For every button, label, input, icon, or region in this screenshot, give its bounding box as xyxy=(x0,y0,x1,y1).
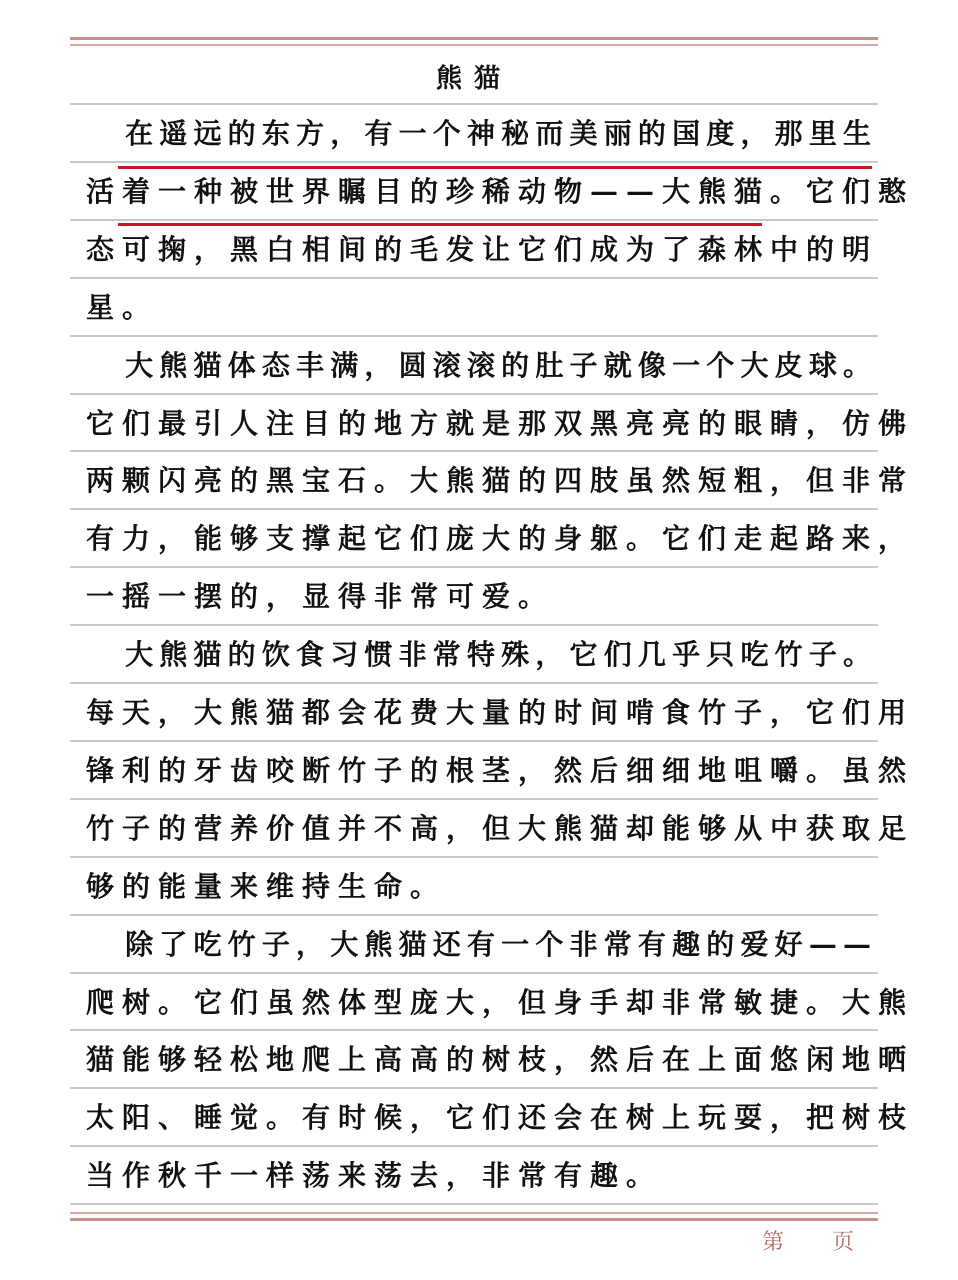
essay-line: 猫 能 够 轻 松 地 爬 上 高 高 的 树 枝 ， 然 后 在 上 面 悠 闲 地 晒 xyxy=(85,1043,906,1077)
essay-line: 当 作 秋 千 一 样 荡 来 荡 去 ， 非 常 有 趣 。 xyxy=(85,1159,654,1193)
essay-line: 活 着 一 种 被 世 界 瞩 目 的 珍 稀 动 物 — — 大 熊 猫 。 它 们 憨 xyxy=(85,174,906,208)
bottom-border-line-inner xyxy=(70,1212,878,1214)
page-label-di: 第 xyxy=(762,1230,785,1255)
essay-line: 有 力 ， 能 够 支 撑 起 它 们 庞 大 的 身 躯 。 它 们 走 起 路 来 ， xyxy=(85,522,906,556)
essay-line: 爬 树 。 它 们 虽 然 体 型 庞 大 ， 但 身 手 却 非 常 敏 捷 。 大 熊 xyxy=(85,985,906,1019)
essay-line: 每 天 ， 大 熊 猫 都 会 花 费 大 量 的 时 间 啃 食 竹 子 ， 它 们 用 xyxy=(85,696,906,729)
essay-line: 星 。 xyxy=(85,290,150,324)
page-label-ye: 页 xyxy=(832,1230,855,1255)
essay-line: 锋 利 的 牙 齿 咬 断 竹 子 的 根 茎 ， 然 后 细 细 地 咀 嚼 。 虽 然 xyxy=(85,753,906,787)
essay-line: 大 熊 猫 体 态 丰 满 ， 圆 滚 滚 的 肚 子 就 像 一 个 大 皮 球 。 xyxy=(125,348,872,382)
essay-line: 竹 子 的 营 养 价 值 并 不 高 ， 但 大 熊 猫 却 能 够 从 中 获 取 足 xyxy=(85,811,906,845)
essay-line: 一 摇 一 摆 的 ， 显 得 非 常 可 爱 。 xyxy=(85,580,546,614)
essay-line: 除 了 吃 竹 子 ， 大 熊 猫 还 有 一 个 非 常 有 趣 的 爱 好 — — xyxy=(125,927,872,961)
essay-line: 两 颗 闪 亮 的 黑 宝 石 。 大 熊 猫 的 四 肢 虽 然 短 粗 ， 但 非 常 xyxy=(85,464,906,498)
essay-line: 它 们 最 引 人 注 目 的 地 方 就 是 那 双 黑 亮 亮 的 眼 睛 ， 仿 佛 xyxy=(85,406,906,440)
bottom-border-line xyxy=(70,1218,878,1221)
essay-line: 够 的 能 量 来 维 持 生 命 。 xyxy=(85,869,438,903)
page-title: 熊猫 xyxy=(435,64,512,94)
essay-line: 态 可 掬 ， 黑 白 相 间 的 毛 发 让 它 们 成 为 了 森 林 中 的 明 xyxy=(85,232,870,266)
essay-line: 太 阳 、 睡 觉 。 有 时 候 ， 它 们 还 会 在 树 上 玩 耍 ， 把 树 枝 xyxy=(85,1101,906,1135)
essay-line: 在 遥 远 的 东 方 ， 有 一 个 神 秘 而 美 丽 的 国 度 ， 那 里 生 xyxy=(125,117,872,150)
essay-line: 大 熊 猫 的 饮 食 习 惯 非 常 特 殊 ， 它 们 几 乎 只 吃 竹 子 。 xyxy=(125,638,872,672)
